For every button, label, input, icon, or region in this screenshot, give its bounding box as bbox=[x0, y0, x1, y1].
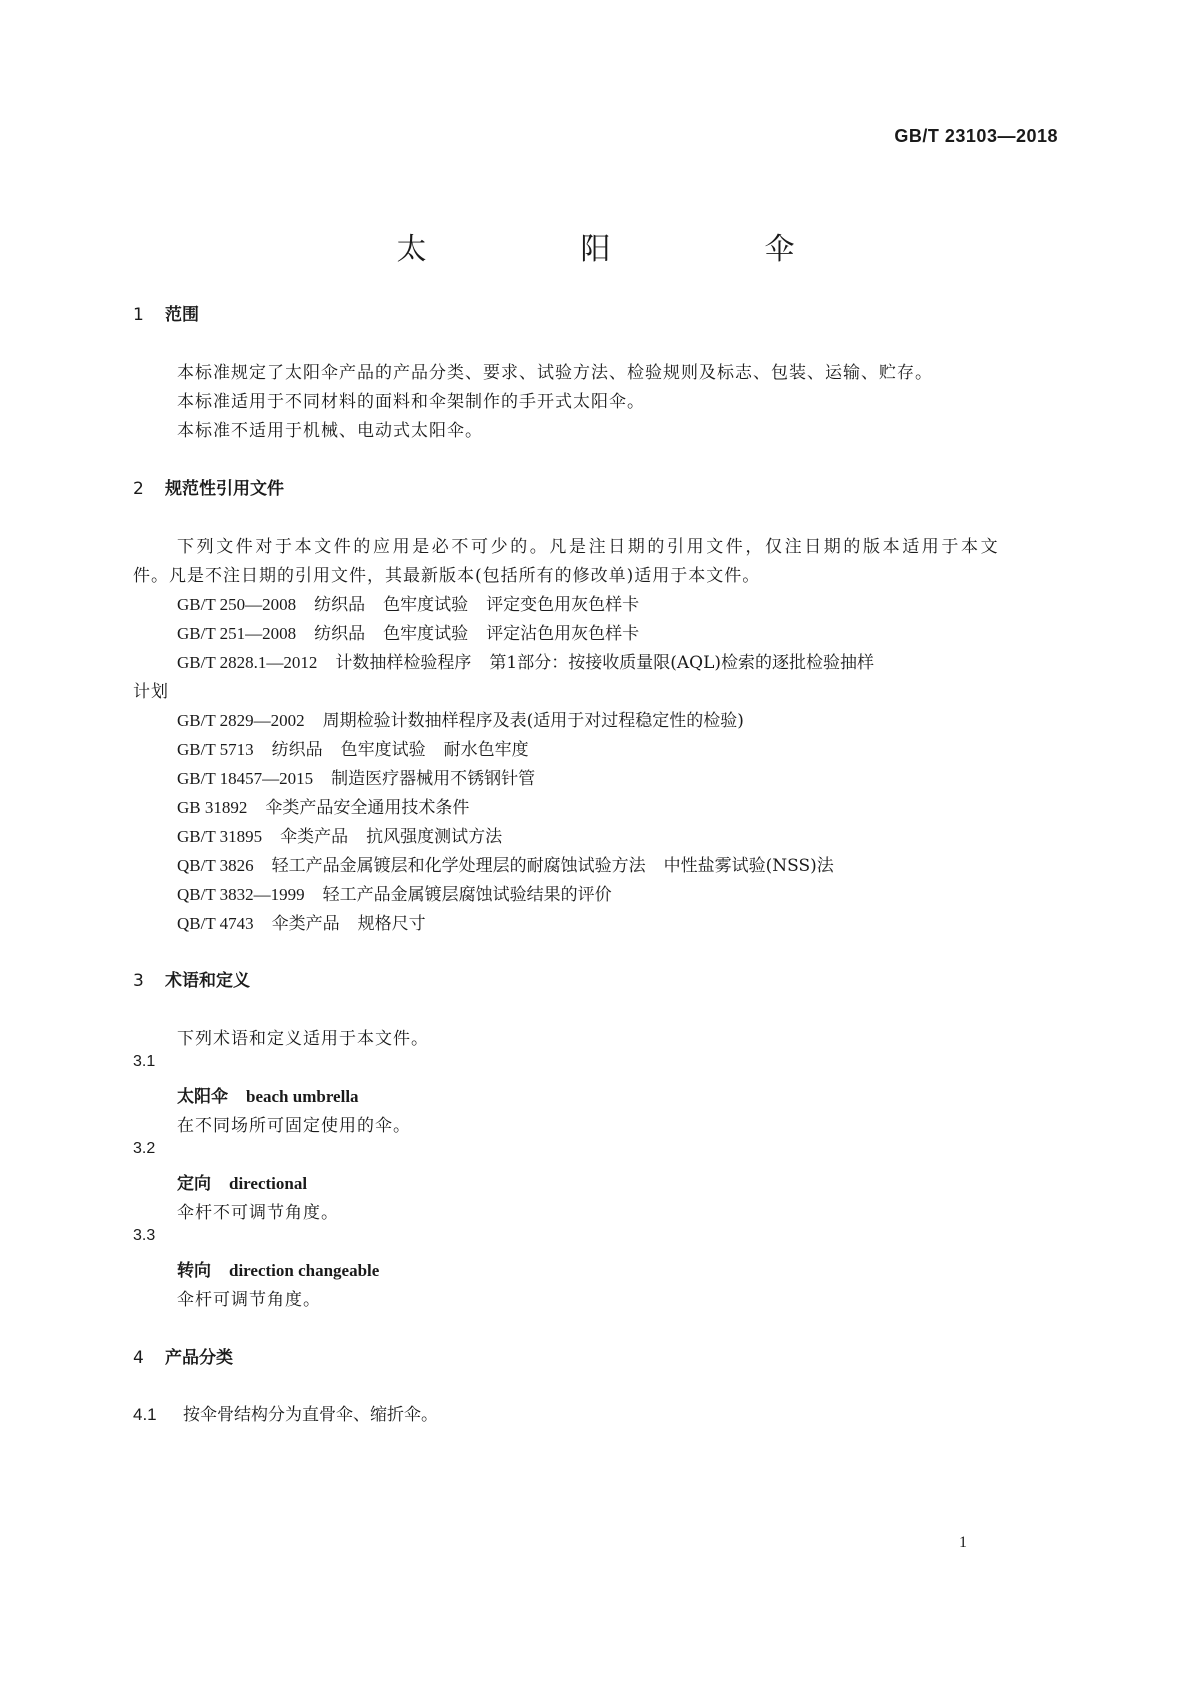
section-4-heading bbox=[133, 1343, 233, 1368]
reference-item bbox=[177, 909, 426, 934]
paragraph: 下列术语和定义适用于本文件。 bbox=[177, 1029, 429, 1049]
section-3-heading bbox=[133, 966, 250, 991]
reference-item bbox=[177, 648, 874, 673]
term-definition: 在不同场所可固定使用的伞。 bbox=[177, 1116, 411, 1136]
reference-title: 纺织品 bbox=[314, 624, 366, 644]
reference-title: 中性盐雾试验(NSS)法 bbox=[663, 856, 834, 876]
section-title: 规范性引用文件 bbox=[165, 479, 284, 499]
reference-code: GB/T 31895 bbox=[177, 827, 263, 846]
reference-code: QB/T 3826 bbox=[177, 856, 254, 875]
term-zh: 定向 bbox=[177, 1174, 211, 1194]
section-number: 1 bbox=[133, 305, 144, 325]
section-number: 4 bbox=[133, 1348, 144, 1368]
reference-code: QB/T 4743 bbox=[177, 914, 254, 933]
term-heading bbox=[177, 1169, 307, 1194]
reference-title: 耐水色牢度 bbox=[443, 740, 529, 760]
term-en: direction changeable bbox=[229, 1261, 380, 1280]
reference-title: 轻工产品金属镀层腐蚀试验结果的评价 bbox=[322, 885, 612, 905]
term-number: 3.1 bbox=[133, 1053, 156, 1070]
reference-title: 色牢度试验 bbox=[340, 740, 426, 760]
reference-title: 抗风强度测试方法 bbox=[366, 827, 503, 847]
standard-number: GB/T 23103—2018 bbox=[894, 126, 1058, 146]
term-zh: 转向 bbox=[177, 1261, 211, 1281]
reference-code: GB/T 250—2008 bbox=[177, 595, 297, 614]
section-title: 术语和定义 bbox=[165, 971, 250, 991]
section-1-heading bbox=[133, 300, 199, 325]
term-definition: 伞杆不可调节角度。 bbox=[177, 1203, 339, 1223]
reference-item bbox=[177, 619, 639, 644]
reference-code: GB/T 5713 bbox=[177, 740, 254, 759]
reference-title: 伞类产品 bbox=[271, 914, 340, 934]
reference-code: GB/T 2829—2002 bbox=[177, 711, 305, 730]
reference-item bbox=[177, 735, 529, 760]
term-heading bbox=[177, 1256, 379, 1281]
reference-item bbox=[177, 793, 469, 818]
term-number: 3.2 bbox=[133, 1140, 156, 1157]
reference-title: 色牢度试验 bbox=[383, 595, 469, 615]
reference-title: 计数抽样检验程序 bbox=[335, 653, 472, 673]
term-definition: 伞杆可调节角度。 bbox=[177, 1290, 321, 1310]
section-2-heading bbox=[133, 474, 284, 499]
term-zh: 太阳伞 bbox=[177, 1087, 228, 1107]
clause-number: 4.1 bbox=[133, 1405, 157, 1424]
reference-code: GB/T 2828.1—2012 bbox=[177, 653, 318, 672]
section-title: 产品分类 bbox=[165, 1348, 233, 1368]
reference-code: QB/T 3832—1999 bbox=[177, 885, 305, 904]
term-heading bbox=[177, 1082, 359, 1107]
reference-code: GB/T 18457—2015 bbox=[177, 769, 314, 788]
section-number: 2 bbox=[133, 479, 144, 499]
reference-title: 第1部分：按接收质量限(AQL)检索的逐批检验抽样 bbox=[489, 653, 875, 673]
reference-title: 评定沾色用灰色样卡 bbox=[486, 624, 640, 644]
document-title: 太 阳 伞 bbox=[396, 232, 857, 267]
reference-title: 纺织品 bbox=[271, 740, 323, 760]
reference-item bbox=[177, 706, 744, 731]
page-number: 1 bbox=[959, 1534, 967, 1551]
reference-title: 轻工产品金属镀层和化学处理层的耐腐蚀试验方法 bbox=[271, 856, 646, 876]
term-number: 3.3 bbox=[133, 1227, 156, 1244]
paragraph: 本标准适用于不同材料的面料和伞架制作的手开式太阳伞。 bbox=[177, 392, 645, 412]
paragraph: 本标准规定了太阳伞产品的产品分类、要求、试验方法、检验规则及标志、包装、运输、贮存。 bbox=[177, 363, 933, 383]
reference-title: 伞类产品 bbox=[280, 827, 349, 847]
reference-item bbox=[177, 880, 612, 905]
reference-item bbox=[177, 822, 502, 847]
section-number: 3 bbox=[133, 971, 144, 991]
reference-item bbox=[177, 764, 535, 789]
reference-title: 规格尺寸 bbox=[357, 914, 426, 934]
reference-code: GB 31892 bbox=[177, 798, 248, 817]
term-en: beach umbrella bbox=[246, 1087, 359, 1106]
reference-code: GB/T 251—2008 bbox=[177, 624, 297, 643]
section-title: 范围 bbox=[165, 305, 199, 325]
reference-title: 纺织品 bbox=[314, 595, 366, 615]
clause-item bbox=[133, 1400, 438, 1425]
reference-title: 伞类产品安全通用技术条件 bbox=[265, 798, 470, 818]
reference-item bbox=[177, 590, 639, 615]
term-en: directional bbox=[229, 1174, 308, 1193]
paragraph-continued: 件。凡是不注日期的引用文件，其最新版本(包括所有的修改单)适用于本文件。 bbox=[133, 566, 761, 586]
clause-text: 按伞骨结构分为直骨伞、缩折伞。 bbox=[183, 1405, 438, 1425]
reference-title: 制造医疗器械用不锈钢针管 bbox=[331, 769, 536, 789]
reference-item-continued: 计划 bbox=[133, 682, 169, 702]
reference-title: 色牢度试验 bbox=[383, 624, 469, 644]
reference-title: 评定变色用灰色样卡 bbox=[486, 595, 640, 615]
reference-title: 周期检验计数抽样程序及表(适用于对过程稳定性的检验) bbox=[322, 711, 744, 731]
paragraph: 下列文件对于本文件的应用是必不可少的。凡是注日期的引用文件，仅注日期的版本适用于本文 bbox=[177, 537, 1001, 557]
reference-item bbox=[177, 851, 834, 876]
paragraph: 本标准不适用于机械、电动式太阳伞。 bbox=[177, 421, 483, 441]
